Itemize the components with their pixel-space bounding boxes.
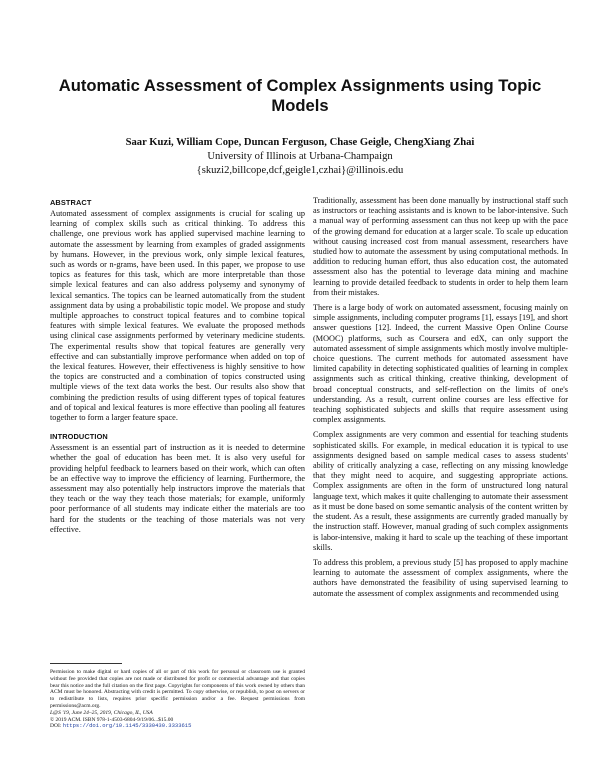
introduction-text: Assessment is an essential part of instruction as it is needed to determine whether the goal of education has been met. It is also very useful for providing helpful feedback to learners based on their work, which can often be an effective way to improve the efficiency of learning. Furthermore, the assessment may also potentially help instructors improve the materials that they teach or the way they teach those materials; for example, uniformly poor performance of all students may indicate either the materials are too hard for the students or the teaching of those materials was not very effective. (50, 443, 305, 534)
doi-link[interactable]: https://doi.org/10.1145/3330430.3333615 (62, 722, 192, 730)
conference-info: L@S '19, June 24–25, 2019, Chicago, IL, USA (50, 709, 153, 716)
acm-isbn: © 2019 ACM. ISBN 978-1-4503-6804-9/19/06...$15.00 (50, 716, 174, 723)
abstract-text: Automated assessment of complex assignments is crucial for scaling up learning of complex skills such as critical thinking. To address this challenge, one previous work has applied supervised machine learning to automate the assessment by learning from examples of graded assignments by humans. However, in the previous work, only simple lexical features, such as words or n-grams, have been used. In this paper, we propose to use topics as features for this task, which are more interpretable than those simple lexical features and can also address polysemy and synonymy of lexical semantics. The topics can be learned automatically from the student assignment data by using a probabilistic topic model. We propose and study multiple approaches to construct topical features and to combine topical features with simple lexical features. We evaluate the proposed methods using clinical case assignments performed by veterinary medicine students. The experimental results show that topical features are generally very effective and can substantially improve performance when added on top of the lexical features. However, their effectiveness is highly sensitive to how the topics are constructed and a combination of topics constructed using multiple views of the text data works the best. Our results also show that combining the prediction results of using different types of topical features and of topical and lexical features is more effective than pooling all features together to form a larger feature space. (50, 209, 305, 423)
introduction-heading: INTRODUCTION (50, 432, 108, 442)
copyright-block (50, 669, 305, 730)
right-column (313, 196, 568, 599)
paragraph: There is a large body of work on automated assessment, focusing mainly on simple assignments, including computer programs [1], essays [19], and short answer questions [12]. Indeed, the current Massive Open Online Course (MOOC) platforms, such as Coursera and edX, can only support the automated assessment of simple assignments which mostly involve multiple-choice questions. The current methods for automated assessment have limited capability in detecting sophisticated qualities of learning in complex assignments such as critical thinking, creative thinking, development of broad conceptual constructs, and self-reflection on the limits of one's understanding. As a result, current online courses are less effective for teaching sophisticated subjects and skills that require assessment using complex assignments. (313, 303, 568, 425)
paper-title: Automatic Assessment of Complex Assignments using Topic Models (58, 76, 542, 115)
paragraph: Traditionally, assessment has been done manually by instructional staff such as instructors or teaching assistants and is known to be labor-intensive. Such a manual way of performing assessment can thus not keep up with the pace of the growing demand for education at a larger scale. To scale up education without causing increased cost from manual assessment, researchers have studied how to automate the assessment by using computational methods. In addition to reducing human effort, thus also education cost, the automated assessment also has the potential to leverage data mining and machine learning to provide detailed feedback to students in order to help them learn from their mistakes. (313, 196, 568, 297)
author-emails: {skuzi2,billcope,dcf,geigle1,czhai}@illinois.edu (196, 165, 404, 176)
doi-label: DOI: (50, 723, 62, 730)
abstract-heading: ABSTRACT (50, 198, 92, 207)
footnote-divider (50, 663, 122, 664)
affiliation: University of Illinois at Urbana-Champaign (207, 151, 393, 162)
permission-notice: Permission to make digital or hard copies of all or part of this work for personal or classroom use is granted without fee provided that copies are not made or distributed for profit or commercial advantage and that copies bear this notice and the full citation on the first page. Copyrights for components of this work owned by others than ACM must be honored. Abstracting with credit is permitted. To copy otherwise, or republish, to post on servers or to redistribute to lists, requires prior specific permission and/or a fee. Request permissions from permissions@acm.org. (50, 669, 305, 709)
paragraph: To address this problem, a previous study [5] has proposed to apply machine learning to automate the assessment of complex assignments, where the authors have demonstrated the feasibility of using supervised learning to automate the assessment of complex assignments and recommended using (313, 557, 568, 598)
paragraph: Complex assignments are very common and essential for teaching students sophisticated skills. For example, in medical education it is typical to use assignments designed based on sample medical cases to assess students' ability of critically analyzing a case, reflecting on any missing knowledge that they might need to acquire, and suggesting appropriate actions. Complex assignments are often in the form of unstructured long natural language text, which makes it quite challenging to automate their assessment as it must be done based on some semantic analysis of the content written by the student. As a result, these assignments are currently graded manually by the instruction staff. However, manual grading of such complex assignments is labor-intensive, making it hard to scale up the teaching of these important skills. (313, 430, 568, 552)
author-list: Saar Kuzi, William Cope, Duncan Ferguson, Chase Geigle, ChengXiang Zhai (125, 137, 475, 148)
doi-line (50, 723, 305, 730)
left-column (50, 198, 305, 535)
